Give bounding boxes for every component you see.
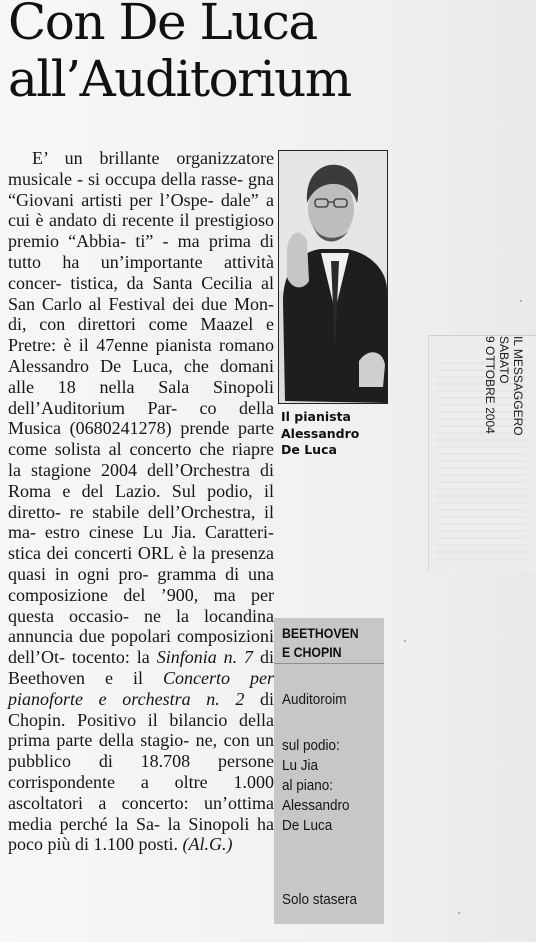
newspaper-name: IL MESSAGGERO [511,336,525,436]
publication-day: SABATO [497,336,511,384]
print-speck [404,640,406,642]
body-line: e Pretre: è il 47enne pianista [8,314,274,356]
body-line: che domani alle 18 nella Sala [8,355,274,397]
caption-line: Il pianista [281,409,351,424]
body-line: romano Alessandro De Luca, [8,335,275,376]
body-line: di [260,688,275,709]
body-line: un’importante attività concer- [8,251,274,293]
body-line: concerto che riapre la stagione [8,439,274,480]
body-line: di, con direttori come Maazel [8,314,254,335]
source-stamp [466,336,536,480]
pianist-name-line: Alessandro [282,797,350,814]
body-line: ne, con un pubblico di 18.708 [8,730,274,772]
body-line: presenza quasi in ogni pro- [8,543,274,584]
article-body [8,148,274,855]
event-venue: Auditoroim [282,691,347,708]
headline-line-2: all’Auditorium [8,50,351,108]
body-line: re stabile dell’Orchestra, il ma- [8,501,275,543]
body-line: Beethoven e il [8,667,143,688]
event-title [282,624,366,662]
body-line: del ’900, ma per questa occasio- [8,584,274,626]
publication-date: 9 OTTOBRE 2004 [483,336,497,434]
work-title-sinfonia: Sinfonia n. 7 [156,647,254,668]
portrait-image [279,151,387,403]
body-line: ti” - ma prima di tutto ha [8,231,274,272]
body-line: dale” a cui è andato di recente [8,189,274,231]
body-line: gna “Giovani artisti per l’Ospe- [8,168,274,210]
body-line: la Sinopoli ha poco più di [8,813,275,855]
body-line: popolari composizioni dell’Ot- [8,626,274,668]
body-line: un’ottima media perché la Sa- [8,792,274,834]
body-line: Chopin. Positivo il bilancio [8,709,228,730]
event-title-line: BEETHOVEN [282,625,359,641]
event-title-line: E CHOPIN [282,644,342,660]
body-line: gramma di una composizione [8,563,275,605]
print-speck [520,300,522,302]
body-line: della prima parte della stagio- [8,709,274,751]
source-stamp-text [483,336,525,476]
body-line: ne la locandina annuncia due [8,605,275,647]
event-when: Solo stasera [282,891,358,908]
article-paragraph [8,148,274,855]
caption-line: De Luca [281,442,337,457]
body-line: estro cinese Lu Jia. Caratteri- [44,522,274,543]
body-line: musicale - si occupa della rasse- [8,168,243,189]
body-line: tistica, da Santa Cecilia al San [8,272,275,314]
body-line: prende parte come solista al [8,418,274,460]
body-line: 1.100 posti. [93,834,179,855]
body-line: di [259,647,274,668]
pianist-photo [278,150,388,404]
pianist-name-line: De Luca [282,817,333,834]
body-line: del Lazio. Sul podio, il diretto- [8,480,274,522]
body-line: 1.000 ascoltatori a concerto: [8,771,275,813]
body-line: persone corrispondente a oltre [8,751,274,792]
body-line: il prestigioso premio “Abbia- [8,210,274,252]
body-line: 2004 dell’Orchestra di Roma e [8,459,274,501]
caption-line: Alessandro [281,425,360,441]
photo-caption [281,409,391,459]
work-title-concerto: Concerto per [163,667,275,688]
body-line: stica dei concerti ORL è la [8,543,206,564]
event-performers [282,736,350,836]
headline [8,0,428,108]
author-initials: (Al.G.) [182,834,233,855]
print-speck [458,912,460,914]
body-line: tocento: la [71,647,150,668]
body-line: co della Musica (0680241278) [8,397,274,439]
body-line: Carlo al Festival dei due Mon- [41,293,274,314]
piano-label: al piano: [282,777,334,794]
body-line: Sinopoli dell’Auditorium Par- [8,376,275,418]
work-title-concerto-cont: pianoforte e orchestra n. 2 [8,688,245,709]
event-box-divider [274,663,384,664]
headline-line-1: Con De Luca [8,0,317,51]
body-line: E’ un brillante organizzatore [32,148,274,168]
conductor-label: sul podio: [282,737,340,754]
conductor-name: Lu Jia [282,757,319,774]
